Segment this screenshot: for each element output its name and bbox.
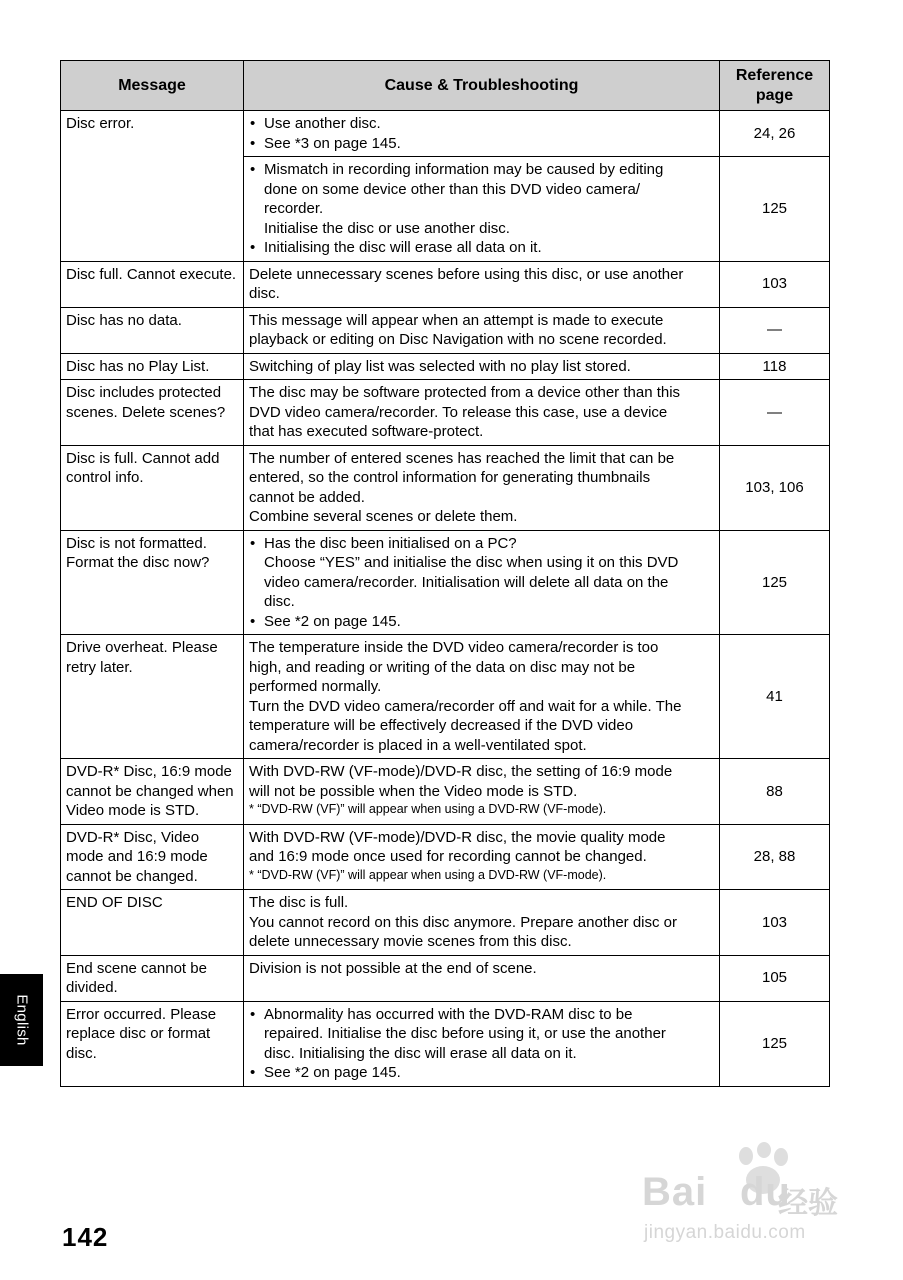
- cause-cell: [244, 635, 720, 759]
- cause-cell: [244, 759, 720, 825]
- message-cell: Disc full. Cannot execute.: [61, 261, 244, 307]
- reference-cell: 103: [720, 890, 830, 956]
- table-row: [61, 353, 830, 380]
- cause-line: camera/recorder is placed in a well-ventilated spot.: [249, 736, 587, 754]
- cause-line: DVD video camera/recorder. To release this case, use a device: [249, 403, 668, 421]
- message-cell: Drive overheat. Please retry later.: [61, 635, 244, 759]
- bullet-item: [249, 1063, 714, 1083]
- cause-line: and 16:9 mode once used for recording cannot be changed.: [249, 848, 647, 865]
- reference-cell: 105: [720, 955, 830, 1001]
- cause-line: cannot be added.: [249, 488, 365, 506]
- table-row: [61, 530, 830, 635]
- cause-line: The number of entered scenes has reached the limit that can be: [249, 449, 675, 467]
- bullet-item: [249, 160, 714, 238]
- table-row: [61, 955, 830, 1001]
- cause-line: The temperature inside the DVD video camera/recorder is too: [249, 639, 659, 656]
- watermark-logo-text: Bai: [642, 1170, 708, 1214]
- bullet-line: disc. Initialising the disc will erase all data on it.: [264, 1044, 577, 1062]
- bullet-list: [249, 1005, 714, 1083]
- cause-cell: [244, 261, 720, 307]
- cause-line: Division is not possible at the end of scene.: [249, 959, 537, 977]
- cause-cell: [244, 1001, 720, 1086]
- cause-cell: [244, 353, 720, 380]
- cause-cell: [244, 380, 720, 446]
- reference-cell: —: [720, 380, 830, 446]
- message-cell: DVD-R* Disc, Video mode and 16:9 mode cannot be changed.: [61, 824, 244, 890]
- cause-cell: [244, 111, 720, 157]
- reference-cell: 125: [720, 157, 830, 262]
- reference-cell: 125: [720, 1001, 830, 1086]
- bullet-item: [249, 1005, 714, 1064]
- header-message: Message: [61, 61, 244, 111]
- table-row: [61, 635, 830, 759]
- message-cell: Disc error.: [61, 111, 244, 262]
- troubleshooting-table: [60, 60, 830, 1087]
- page-number: 142: [62, 1222, 109, 1252]
- bullet-line: • Has the disc been initialised on a PC?: [264, 534, 517, 552]
- cause-line: The disc may be software protected from a device other than this: [249, 384, 681, 401]
- reference-cell: 24, 26: [720, 111, 830, 157]
- bullet-line: • Abnormality has occurred with the DVD-RAM disc to be: [264, 1005, 633, 1023]
- cause-cell: [244, 307, 720, 353]
- table-row: [61, 824, 830, 890]
- cause-note: * “DVD-RW (VF)” will appear when using a DVD-RW (VF-mode).: [249, 867, 607, 882]
- bullet-line: • See *2 on page 145.: [264, 1064, 401, 1081]
- bullet-line: • Initialising the disc will erase all data on it.: [264, 239, 542, 256]
- table-row: [61, 1001, 830, 1086]
- reference-cell: 28, 88: [720, 824, 830, 890]
- bullet-line: • Mismatch in recording information may be caused by editing: [264, 161, 664, 178]
- bullet-item: [249, 134, 714, 154]
- message-cell: END OF DISC: [61, 890, 244, 956]
- message-cell: Error occurred. Please replace disc or format disc.: [61, 1001, 244, 1086]
- message-cell: End scene cannot be divided.: [61, 955, 244, 1001]
- bullet-list: [249, 160, 714, 258]
- language-tab-label: English: [13, 994, 30, 1046]
- table-row: [61, 111, 830, 157]
- bullet-line: • See *3 on page 145.: [264, 134, 401, 152]
- reference-cell: 118: [720, 353, 830, 380]
- header-reference-line1: Reference: [735, 66, 814, 84]
- message-cell: Disc is full. Cannot add control info.: [61, 445, 244, 530]
- table-row: [61, 307, 830, 353]
- bullet-list: [249, 114, 714, 153]
- cause-note: * “DVD-RW (VF)” will appear when using a DVD-RW (VF-mode).: [249, 802, 607, 816]
- cause-line: Delete unnecessary scenes before using this disc, or use another: [249, 265, 684, 283]
- watermark-logo-text2: du: [740, 1170, 791, 1214]
- cause-line: Combine several scenes or delete them.: [249, 508, 518, 525]
- watermark-url: jingyan.baidu.com: [644, 1222, 806, 1243]
- cause-cell: [244, 445, 720, 530]
- cause-line: With DVD-RW (VF-mode)/DVD-R disc, the setting of 16:9 mode: [249, 763, 673, 780]
- cause-line: Turn the DVD video camera/recorder off and wait for a while. The: [249, 697, 682, 715]
- table-row: [61, 759, 830, 825]
- watermark-logo-cn: 经验: [778, 1187, 838, 1220]
- header-reference-line2: page: [755, 86, 794, 104]
- bullet-item: [249, 114, 714, 134]
- reference-cell: 125: [720, 530, 830, 635]
- bullet-line: Initialise the disc or use another disc.: [264, 219, 510, 237]
- cause-line: high, and reading or writing of the data on disc may not be: [249, 658, 636, 676]
- reference-cell: 88: [720, 759, 830, 825]
- cause-line: delete unnecessary movie scenes from this disc.: [249, 933, 572, 950]
- bullet-line: disc.: [264, 593, 295, 610]
- cause-line: that has executed software-protect.: [249, 423, 484, 440]
- header-reference: [720, 61, 830, 111]
- bullet-list: [249, 534, 714, 632]
- message-cell: Disc is not formatted. Format the disc now?: [61, 530, 244, 635]
- language-tab: [0, 974, 43, 1066]
- table-row: [61, 890, 830, 956]
- cause-line: temperature will be effectively decreased if the DVD video: [249, 717, 634, 734]
- bullet-item: [249, 612, 714, 632]
- cause-line: performed normally.: [249, 678, 382, 695]
- reference-cell: 41: [720, 635, 830, 759]
- cause-line: will not be possible when the Video mode is STD.: [249, 782, 578, 800]
- header-cause: Cause & Troubleshooting: [244, 61, 720, 111]
- message-cell: Disc includes protected scenes. Delete scenes?: [61, 380, 244, 446]
- bullet-line: Choose “YES” and initialise the disc when using it on this DVD: [264, 554, 679, 571]
- bullet-line: video camera/recorder. Initialisation will delete all data on the: [264, 573, 669, 591]
- cause-line: You cannot record on this disc anymore. Prepare another disc or: [249, 913, 678, 931]
- bullet-line: repaired. Initialise the disc before using it, or use the another: [264, 1025, 666, 1042]
- bullet-line: • Use another disc.: [264, 115, 381, 132]
- bullet-line: done on some device other than this DVD video camera/: [264, 180, 641, 198]
- cause-line: disc.: [249, 285, 280, 302]
- bullet-line: • See *2 on page 145.: [264, 612, 401, 630]
- reference-cell: 103, 106: [720, 445, 830, 530]
- table-row: [61, 445, 830, 530]
- cause-line: This message will appear when an attempt is made to execute: [249, 311, 664, 329]
- cause-cell: [244, 824, 720, 890]
- message-cell: DVD-R* Disc, 16:9 mode cannot be changed when Video mode is STD.: [61, 759, 244, 825]
- message-cell: Disc has no data.: [61, 307, 244, 353]
- cause-cell: [244, 890, 720, 956]
- table-row: [61, 380, 830, 446]
- cause-cell: [244, 530, 720, 635]
- table-row: [61, 261, 830, 307]
- bullet-item: [249, 238, 714, 258]
- message-cell: Disc has no Play List.: [61, 353, 244, 380]
- cause-line: The disc is full.: [249, 894, 349, 911]
- cause-cell: [244, 955, 720, 1001]
- cause-cell: [244, 157, 720, 262]
- cause-line: playback or editing on Disc Navigation with no scene recorded.: [249, 331, 667, 348]
- cause-line: Switching of play list was selected with no play list stored.: [249, 357, 631, 375]
- bullet-line: recorder.: [264, 200, 324, 217]
- baidu-watermark: [640, 1142, 852, 1252]
- bullet-item: [249, 534, 714, 612]
- cause-line: entered, so the control information for generating thumbnails: [249, 469, 651, 486]
- reference-cell: —: [720, 307, 830, 353]
- reference-cell: 103: [720, 261, 830, 307]
- table-header-row: [61, 61, 830, 111]
- cause-line: With DVD-RW (VF-mode)/DVD-R disc, the movie quality mode: [249, 828, 666, 846]
